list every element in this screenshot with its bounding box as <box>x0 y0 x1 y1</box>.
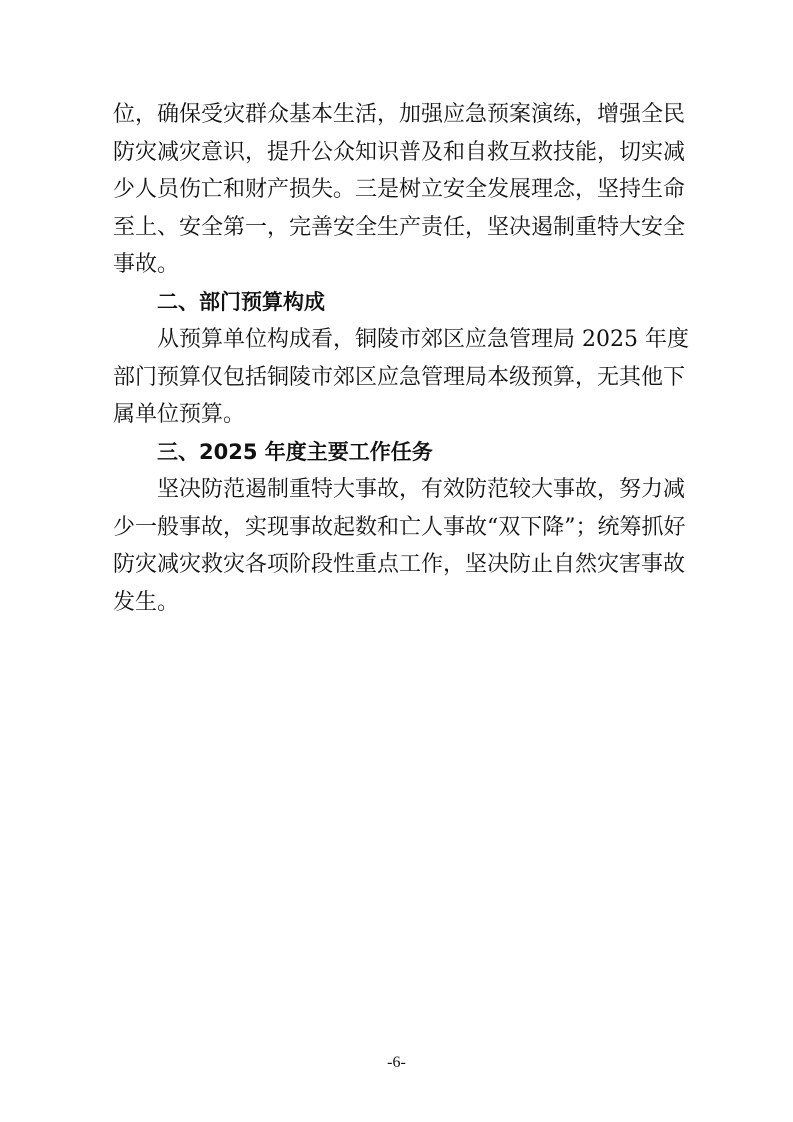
text-line: 发生。 <box>113 589 180 615</box>
section-heading: 三、2025 年度主要工作任务 <box>157 439 433 464</box>
paragraph-1 <box>113 96 686 284</box>
text-line: 防灾减灾救灾各项阶段性重点工作，坚决防止自然灾害事故 <box>113 552 686 577</box>
section-heading: 二、部门预算构成 <box>157 289 325 314</box>
text-line: 事故。 <box>113 252 180 277</box>
text-line: 属单位预算。 <box>113 402 246 427</box>
section-2-body <box>113 321 689 434</box>
text-line: 从预算单位构成看，铜陵市郊区应急管理局 2025 年度 <box>157 327 689 352</box>
text-line: 防灾减灾意识，提升公众知识普及和自救互救技能，切实减 <box>113 139 686 165</box>
text-line: 位，确保受灾群众基本生活，加强应急预案演练，增强全民 <box>113 102 686 127</box>
text-line: 部门预算仅包括铜陵市郊区应急管理局本级预算，无其他下 <box>113 364 686 390</box>
text-line: 少人员伤亡和财产损失。三是树立安全发展理念，坚持生命 <box>113 177 686 202</box>
section-3-body <box>113 471 686 621</box>
text-line: 至上、安全第一，完善安全生产责任，坚决遏制重特大安全 <box>113 214 686 240</box>
page-number: -6- <box>387 1054 406 1071</box>
text-line: 少一般事故，实现事故起数和亡人事故“双下降”；统筹抓好 <box>113 514 686 540</box>
document-body <box>113 96 689 621</box>
text-line: 坚决防范遏制重特大事故，有效防范较大事故，努力减 <box>157 477 686 502</box>
